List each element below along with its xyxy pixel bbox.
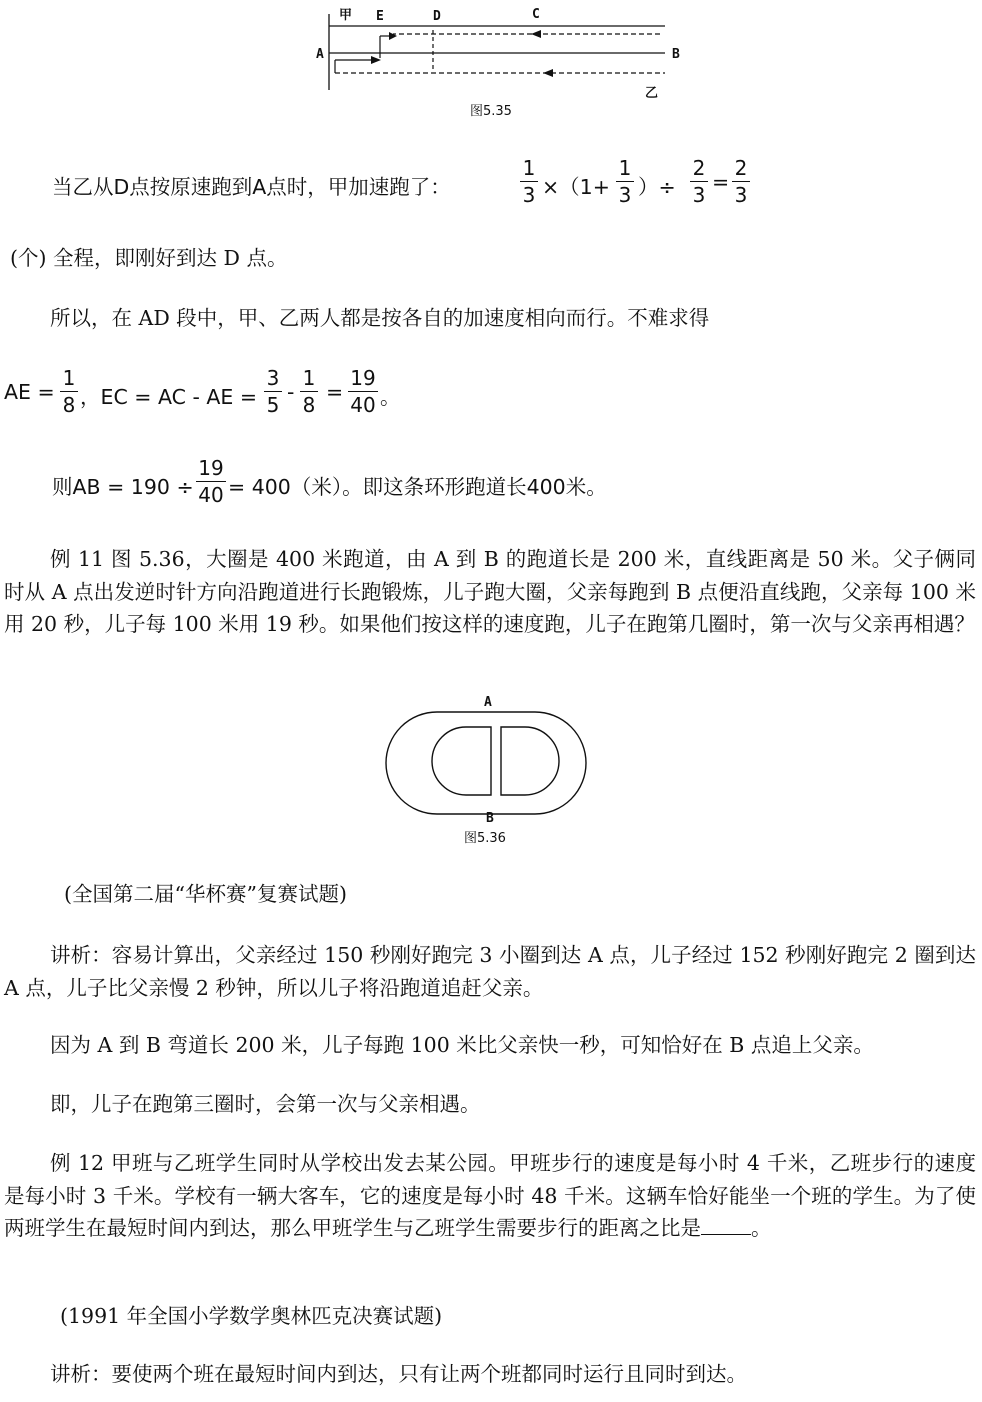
source-example-11: (全国第二届“华杯赛”复赛试题) [64,882,347,906]
fig535-label-b: B [672,47,680,62]
eq-minus: - [287,380,295,404]
fraction-19-40-a: 19 40 [348,367,378,416]
fig536-caption: 图5.36 [464,831,506,846]
speedup-statement [52,170,451,200]
fraction-1-3-b: 1 3 [616,157,634,206]
analysis-example-12: 讲析：要使两个班在最短时间内到达，只有让两个班都同时运行且同时到达。 [50,1362,747,1386]
fig535-caption: 图5.35 [470,104,512,119]
analysis-11-text: 讲析：容易计算出，父亲经过 150 秒刚好跑完 3 小圈到达 A 点，儿子经过 152 秒刚好跑完 2 圈到达 A 点，儿子比父亲慢 2 秒钟，所以儿子将沿跑道追赶父亲。 [4,943,976,1000]
example-11 [4,543,976,641]
fraction-1-3-a: 1 3 [520,157,538,206]
times-open: ×（1+ [542,175,610,199]
close-divide: ）÷ [638,175,676,199]
equals-1: = [712,170,730,194]
paragraph-full-course: (个) 全程，即刚好到达 D 点。 [10,246,288,270]
fraction-2-3-a: 2 3 [690,157,708,206]
fig535-label-a: A [316,47,324,62]
fig535-label-d: D [433,9,441,24]
eq-equals-2: = [326,380,344,404]
answer-blank[interactable] [701,1216,751,1235]
source-example-12: (1991 年全国小学数学奥林匹克决赛试题) [60,1304,443,1328]
fraction-1-8-a: 1 8 [60,367,78,416]
fig536-label-a: A [484,695,492,710]
eq-ab-rhs: = 400（米）。即这条环形跑道长400米。 [228,475,607,499]
example-12-text: 例 12 甲班与乙班学生同时从学校出发去某公园。甲班步行的速度是每小时 4 千米，乙班步行的速度是每小时 3 千米。学校有一辆大客车，它的速度是每小时 48 千米。这辆车恰好能坐一个班的学生。为了使两班学生在最短时间内到达，那么甲班学生与乙班学生需要步行的距离之比是 [4,1151,976,1240]
speedup-text: 当乙从D点按原速跑到A点时，甲加速跑了： [52,175,451,199]
analysis-example-11 [4,939,976,1004]
example-11-text: 例 11 图 5.36，大圈是 400 米跑道，由 A 到 B 的跑道长是 200 米，直线距离是 50 米。父子俩同时从 A 点出发逆时针方向沿跑道进行长跑锻炼，儿子跑大圈，父亲每跑到 B 点便沿直线跑，父亲每 100 米用 20 秒，儿子每 100 米用 19 秒。如果他们按这样的速度跑，儿子在跑第几圈时，第一次与父亲再相遇？ [4,547,976,636]
eq-ab-lhs: 则AB = 190 ÷ [52,475,194,499]
eq-ae-end: 。 [380,385,401,409]
fraction-19-40-b: 19 40 [196,457,226,506]
fraction-3-5: 3 5 [264,367,282,416]
figure-5-35 [305,0,695,125]
figure-5-36 [385,695,595,850]
example-12 [4,1147,976,1245]
paragraph-because-11: 因为 A 到 B 弯道长 200 米，儿子每跑 100 米比父亲快一秒，可知恰好在 B 点追上父亲。 [50,1033,874,1057]
eq-ec-mid: ，EC = AC - AE = [80,385,258,409]
fig535-label-yi: 乙 [645,86,659,101]
paragraph-conclusion-11: 即，儿子在跑第三圈时，会第一次与父亲相遇。 [50,1092,481,1116]
fig536-label-b: B [486,811,494,826]
example-12-end: 。 [751,1216,772,1240]
paragraph-therefore: 所以，在 AD 段中，甲、乙两人都是按各自的加速度相向而行。不难求得 [50,306,710,330]
fraction-1-8-b: 1 8 [300,367,318,416]
fraction-2-3-b: 2 3 [732,157,750,206]
eq-ae-lhs: AE = [4,380,55,404]
fig535-label-e: E [376,9,384,24]
fig535-label-c: C [532,7,540,22]
fig535-label-jia: 甲 [339,8,353,23]
